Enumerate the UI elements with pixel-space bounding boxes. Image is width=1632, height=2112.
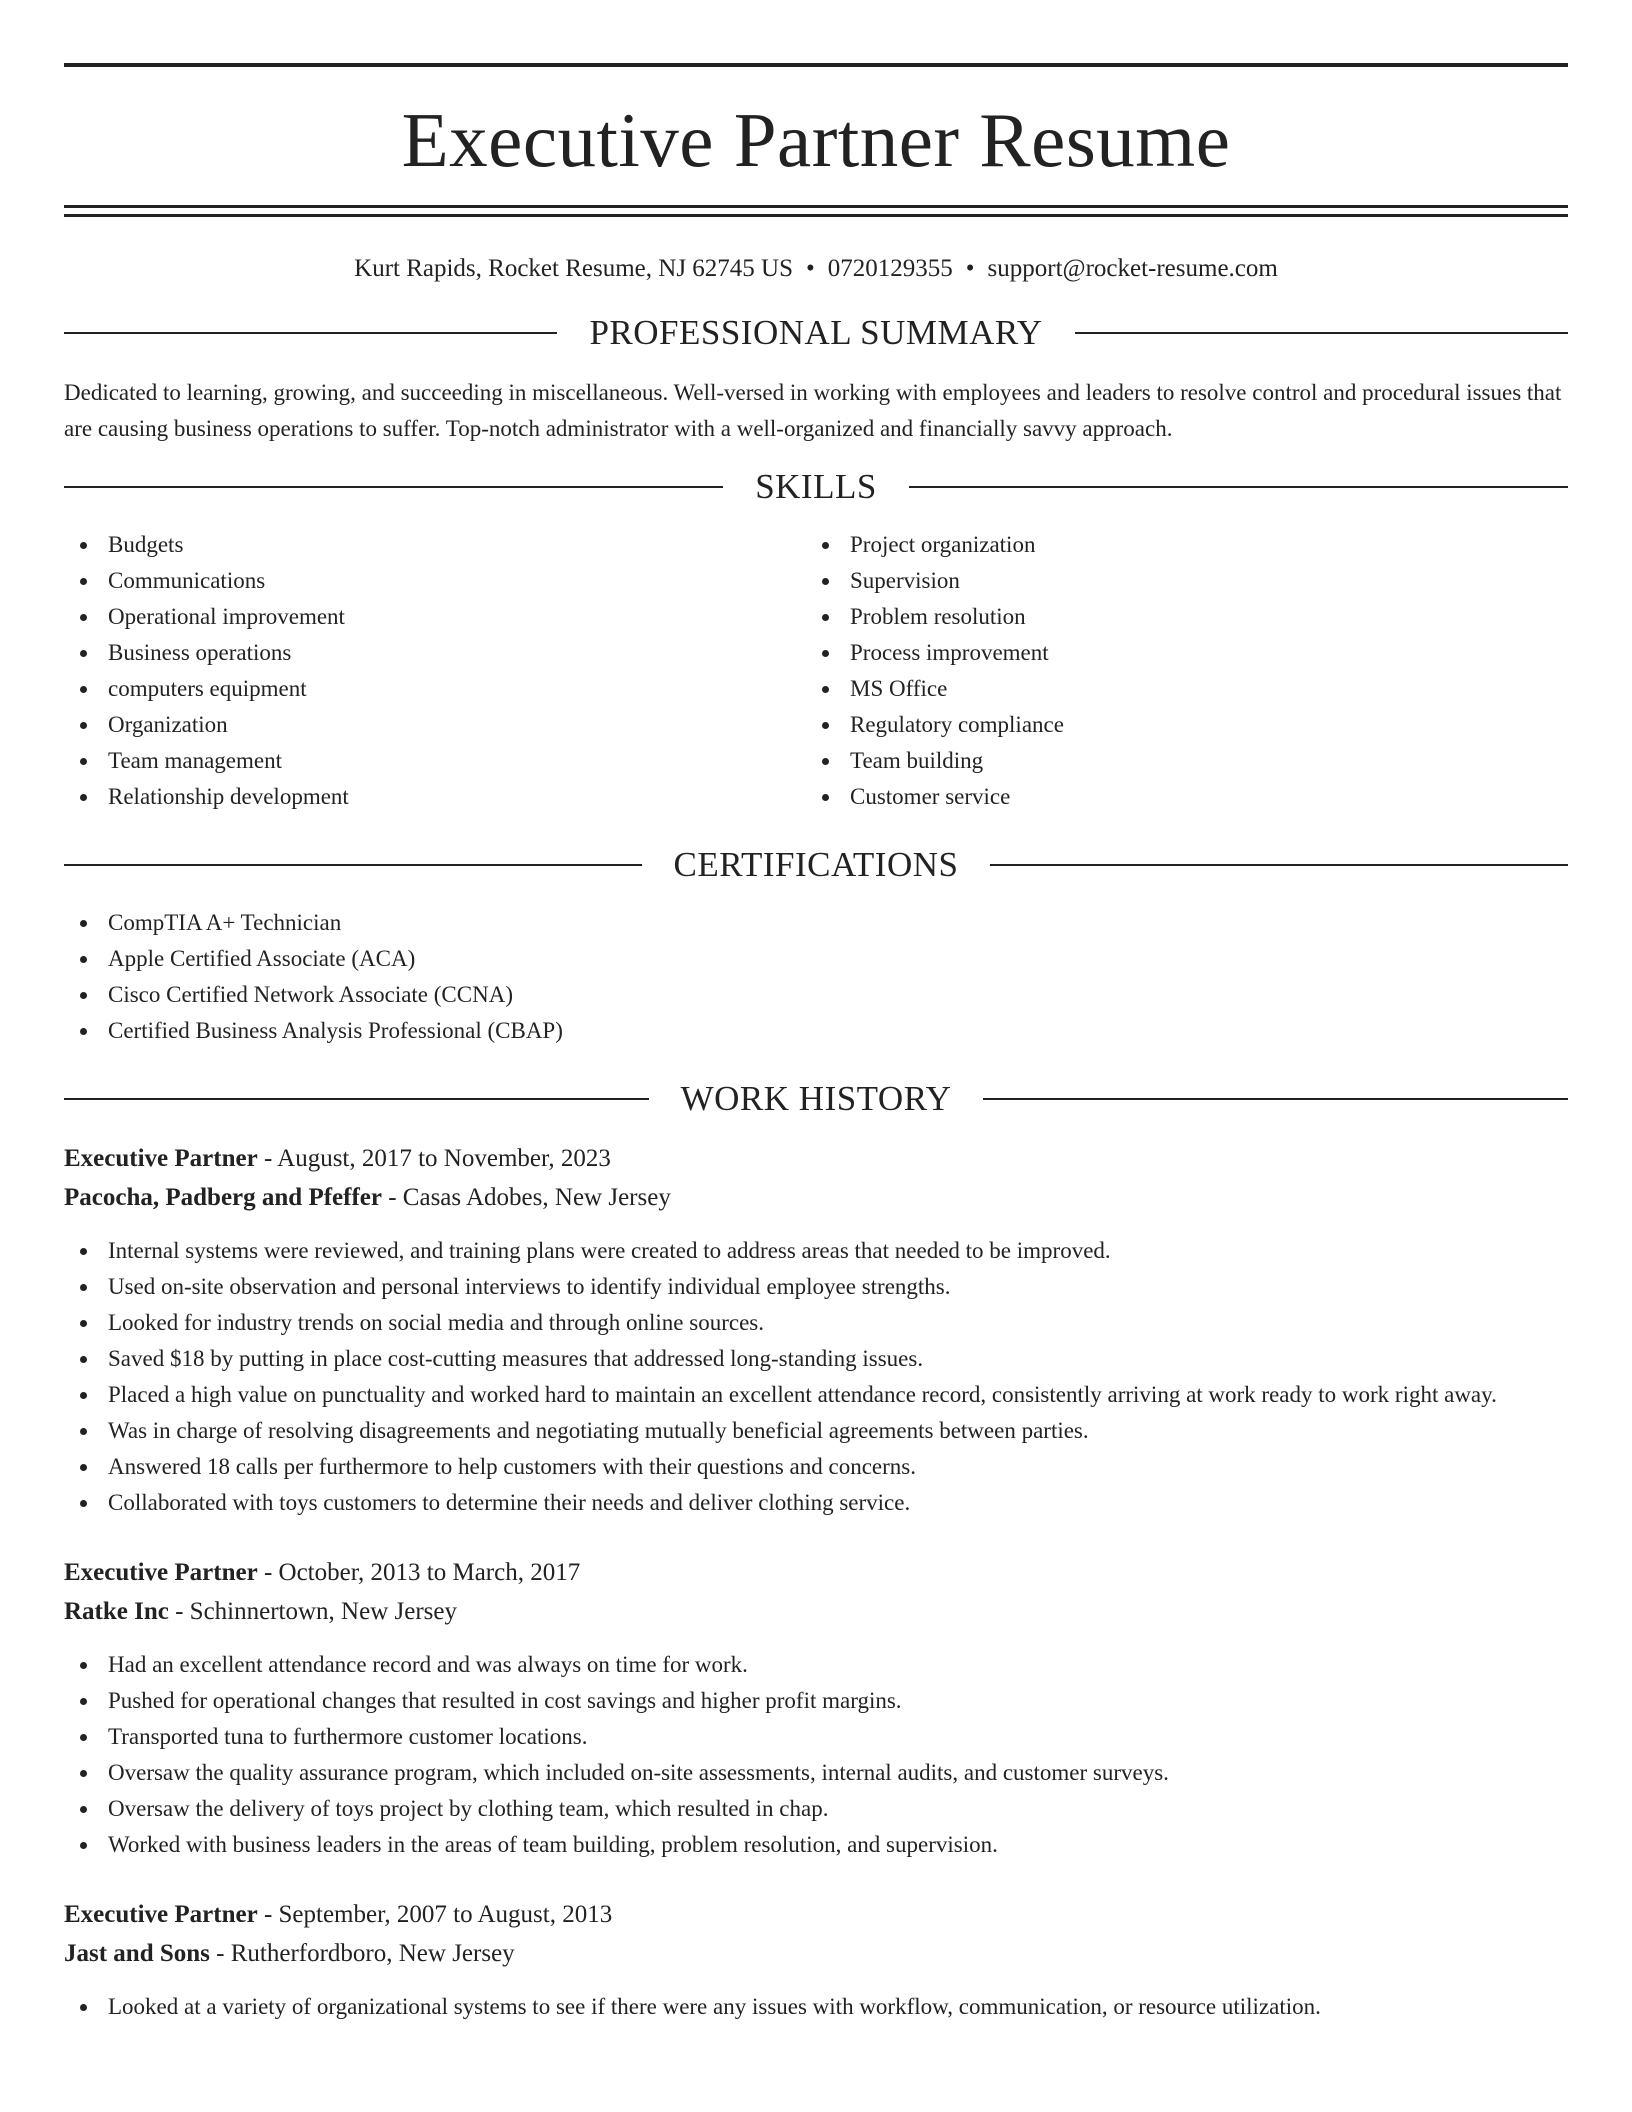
list-item: Regulatory compliance (806, 707, 1548, 743)
section-rule (64, 486, 723, 488)
list-item: Team building (806, 743, 1548, 779)
job-bullet: Oversaw the quality assurance program, which included on-site assessments, internal audits, and customer surveys. (64, 1755, 1568, 1791)
certifications-block (64, 905, 1568, 1049)
list-item: Organization (64, 707, 806, 743)
job-bullet: Collaborated with toys customers to determine their needs and deliver clothing service. (64, 1485, 1568, 1521)
section-rule (64, 1098, 649, 1100)
job-bullet: Pushed for operational changes that resulted in cost savings and higher profit margins. (64, 1683, 1568, 1719)
certifications-list (64, 905, 1568, 1049)
job-title: Executive Partner (64, 1901, 258, 1928)
contact-address: Kurt Rapids, Rocket Resume, NJ 62745 US (354, 255, 794, 282)
job-bullet: Used on-site observation and personal interviews to identify individual employee strengths. (64, 1269, 1568, 1305)
job-title-line (64, 1553, 1568, 1592)
job-dates: - September, 2007 to August, 2013 (257, 1901, 613, 1928)
list-item: Apple Certified Associate (ACA) (64, 941, 1568, 977)
job-bullets (64, 1233, 1568, 1521)
job-bullet: Placed a high value on punctuality and worked hard to maintain an excellent attendance record, consistently arriving at work ready to work right away. (64, 1377, 1568, 1413)
job-bullet: Had an excellent attendance record and was always on time for work. (64, 1647, 1568, 1683)
section-header-skills (64, 457, 1568, 517)
section-rule (64, 864, 642, 866)
list-item: Supervision (806, 563, 1548, 599)
skills-list-right (806, 527, 1548, 815)
job-company-line (64, 1934, 1568, 1973)
section-rule (909, 486, 1568, 488)
list-item: Communications (64, 563, 806, 599)
job-bullet: Answered 18 calls per furthermore to help customers with their questions and concerns. (64, 1449, 1568, 1485)
skills-columns (64, 527, 1568, 815)
title-double-rule (64, 205, 1568, 217)
section-title-summary: PROFESSIONAL SUMMARY (589, 313, 1043, 352)
job-company: Ratke Inc (64, 1598, 169, 1625)
section-header-certifications (64, 835, 1568, 895)
job-dates: - August, 2017 to November, 2023 (257, 1145, 611, 1172)
list-item: Process improvement (806, 635, 1548, 671)
job-location: - Schinnertown, New Jersey (168, 1598, 457, 1625)
list-item: Operational improvement (64, 599, 806, 635)
section-title-work: WORK HISTORY (680, 1079, 952, 1118)
job-title-line (64, 1895, 1568, 1934)
job-dates: - October, 2013 to March, 2017 (257, 1559, 581, 1586)
section-rule (983, 1098, 1568, 1100)
section-rule (64, 332, 557, 334)
job-company-line (64, 1178, 1568, 1217)
job-title: Executive Partner (64, 1145, 258, 1172)
job-bullet: Was in charge of resolving disagreements and negotiating mutually beneficial agreements between parties. (64, 1413, 1568, 1449)
list-item: Certified Business Analysis Professional (CBAP) (64, 1013, 1568, 1049)
list-item: computers equipment (64, 671, 806, 707)
job-bullet: Looked for industry trends on social media and through online sources. (64, 1305, 1568, 1341)
job-bullet: Transported tuna to furthermore customer locations. (64, 1719, 1568, 1755)
contact-phone[interactable]: 0720129355 (827, 255, 953, 282)
resume-page (64, 0, 1568, 2057)
job-bullets (64, 1989, 1568, 2025)
job-title: Executive Partner (64, 1559, 258, 1586)
list-item: CompTIA A+ Technician (64, 905, 1568, 941)
job-bullet: Worked with business leaders in the areas of team building, problem resolution, and supervision. (64, 1827, 1568, 1863)
section-rule (1075, 332, 1568, 334)
list-item: Business operations (64, 635, 806, 671)
summary-text: Dedicated to learning, growing, and succeeding in miscellaneous. Well-versed in working with employees and leaders to resolve control and procedural issues that are causing business operations to suffer. Top-notch administrator with a well-organized and financially savvy approach. (64, 380, 1562, 441)
list-item: Team management (64, 743, 806, 779)
list-item: Project organization (806, 527, 1548, 563)
list-item: MS Office (806, 671, 1548, 707)
job-bullet: Saved $18 by putting in place cost-cutting measures that addressed long-standing issues. (64, 1341, 1568, 1377)
contact-separator: • (965, 255, 975, 282)
section-header-work (64, 1069, 1568, 1129)
top-rule (64, 63, 1568, 67)
job-bullet: Internal systems were reviewed, and training plans were created to address areas that needed to be improved. (64, 1233, 1568, 1269)
work-history-list (64, 1139, 1568, 2025)
job-entry (64, 1553, 1568, 1863)
job-title-line (64, 1139, 1568, 1178)
list-item: Customer service (806, 779, 1548, 815)
list-item: Cisco Certified Network Associate (CCNA) (64, 977, 1568, 1013)
job-company: Pacocha, Padberg and Pfeffer (64, 1184, 382, 1211)
job-entry (64, 1895, 1568, 2025)
contact-line (64, 251, 1568, 295)
job-bullet: Looked at a variety of organizational systems to see if there were any issues with workflow, communication, or resource utilization. (64, 1989, 1568, 2025)
job-location: - Casas Adobes, New Jersey (381, 1184, 671, 1211)
page-title: Executive Partner Resume (401, 97, 1231, 183)
list-item: Budgets (64, 527, 806, 563)
list-item: Relationship development (64, 779, 806, 815)
contact-separator: • (806, 255, 815, 282)
list-item: Problem resolution (806, 599, 1548, 635)
section-title-skills: SKILLS (755, 467, 877, 506)
section-title-certifications: CERTIFICATIONS (673, 845, 959, 884)
job-entry (64, 1139, 1568, 1521)
job-company-line (64, 1592, 1568, 1631)
job-bullet: Oversaw the delivery of toys project by clothing team, which resulted in chap. (64, 1791, 1568, 1827)
section-rule (990, 864, 1568, 866)
contact-email[interactable]: support@rocket-resume.com (987, 255, 1278, 282)
section-header-summary (64, 303, 1568, 363)
job-bullets (64, 1647, 1568, 1863)
job-company: Jast and Sons (64, 1940, 210, 1967)
skills-list-left (64, 527, 806, 815)
job-location: - Rutherfordboro, New Jersey (209, 1940, 515, 1967)
